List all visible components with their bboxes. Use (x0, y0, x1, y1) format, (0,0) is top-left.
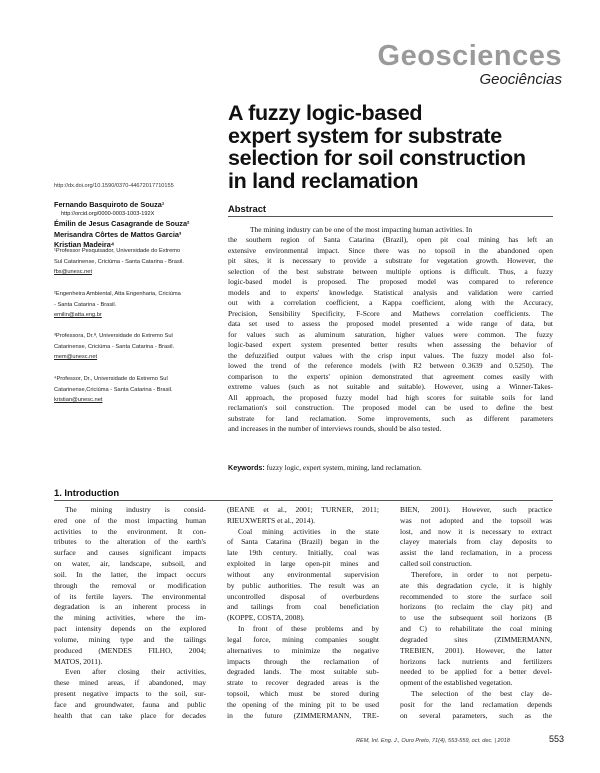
body-text-line: TREBIEN, 2001). However, the latter (400, 645, 552, 655)
body-text-line: ered one of the most impacting human (54, 515, 206, 525)
affiliation-line: - Santa Catarina - Brasil. (54, 301, 117, 308)
body-text-line: through the removal or modification (54, 580, 206, 590)
body-text-line: in the future (ZIMMERMANN, TRE- (227, 710, 379, 720)
affiliation-line: ²Engenheira Ambiental, Atta Engenharia, Criciúma (54, 291, 181, 297)
body-text-line: Even after closing their activities, (65, 667, 206, 677)
affiliation (54, 374, 224, 406)
body-text-line: was not adopted and the topsoil was (400, 515, 552, 525)
author-name: Kristian Madeira⁴ (54, 239, 115, 249)
orcid-link[interactable]: http://orcid.org/0000-0003-1003-192X (61, 211, 155, 218)
body-text-line: by public authorities. The result was an (227, 580, 379, 590)
abstract-line: comparison to the experts' opinion demonstrated that agreement comes easily with (228, 371, 553, 381)
body-text-line: present negative impacts to the soil, sur- (54, 689, 206, 699)
body-text-line: degraded lands. The most suitable sub- (227, 667, 379, 677)
body-text-line: these mined areas, if abandoned, may (54, 678, 206, 688)
email-link[interactable]: emilin@atta.eng.br (54, 312, 102, 319)
body-text-line: on several parameters, such as the (400, 710, 552, 720)
body-text-line: needed to be applied for a better devel- (400, 667, 552, 677)
affiliation-line: ⁴Professor, Dr., Universidade do Extremo Sul (54, 376, 168, 382)
body-text-line: BIEN, 2001). However, such practice (400, 505, 552, 514)
abstract-line: data set used to assess the proposed model presented a wide range of data, but (228, 319, 553, 329)
body-text-line: lost, and now it is necessary to extract (400, 526, 552, 536)
body-text-line: impacts through the reclamation of (227, 656, 379, 666)
author-list (54, 200, 219, 250)
author-name: Merisandra Côrtes de Mattos Garcia³ (54, 229, 182, 239)
body-text-line: legal force, mining companies sought (227, 634, 379, 644)
body-text-line: health that can take place for decades (54, 710, 206, 720)
affiliation (54, 331, 224, 363)
body-text-line: of Santa Catarina (Brazil) began in the (227, 537, 379, 547)
body-text-line: exploited in large open-pit mines and (227, 559, 379, 569)
body-text-line: (KOPPE, COSTA, 2008). (227, 613, 305, 623)
body-text-line: to use the subsequent soil horizons (B (400, 613, 552, 623)
author-name: Fernando Basquiroto de Souza¹ (54, 200, 165, 209)
body-text-line: The mining industry is consid- (65, 505, 206, 514)
section-title: Geosciences (377, 40, 562, 72)
abstract-line: for values such as aluminum saturation, higher values were common. The fuzzy (228, 329, 553, 339)
body-text-line: Therefore, in order to not perpetu- (411, 569, 552, 579)
abstract-line: extreme values (such as not suitable and suitable). However, using a Winner-Takes- (228, 382, 553, 392)
abstract-line: The mining industry can be one of the most impacting human activities. In (250, 225, 473, 234)
body-text-line: clayey materials from clay deposits to (400, 537, 552, 547)
affiliation-line: ¹Professor Pesquisador, Universidade do Extremo (54, 248, 181, 254)
body-text-line: soil. In the latter, the impact occurs (54, 569, 206, 579)
title-line: in land reclamation (228, 168, 419, 193)
body-text-line: activities to the environment. It con- (54, 526, 206, 536)
title-line: expert system for substrate (228, 123, 502, 148)
body-text-line: the mining activities, where the im- (54, 613, 206, 623)
email-link[interactable]: mem@unesc.net (54, 354, 98, 361)
body-text-line: degraded sites (ZIMMERMANN, (400, 634, 552, 644)
body-text-line: volume, mining type and the tailings (54, 634, 206, 644)
body-text-line: RIEUXWERTS et al., 2014). (227, 515, 315, 525)
body-text-line: The selection of the best clay de- (411, 689, 552, 699)
body-text-line: late 19th century. Initially, coal was (227, 548, 379, 558)
journal-citation: REM, Int. Eng. J., Ouro Preto, 71(4), 553-559, oct. dec. | 2018 (356, 738, 510, 744)
body-text-line: the opening of the mining pit to be used (227, 699, 379, 709)
abstract-body (228, 225, 553, 435)
body-text-line: tributes to the alteration of the earth's (54, 537, 206, 547)
abstract-line: All approach, the proposed fuzzy model had high scores for suitable soils for land (228, 392, 553, 402)
abstract-line: selection of the best substrate between multiple options is difficult. Thus, a fuzzy (228, 266, 553, 276)
affiliation-line: ³Professora, Dr.ª, Universidade do Extremo Sul (54, 333, 173, 339)
body-column (400, 505, 552, 722)
page-number: 553 (549, 734, 565, 744)
keywords-label: Keywords: (228, 463, 265, 472)
body-text-line: pact intensity depends on the explored (54, 624, 206, 634)
abstract-line: Precision, Sensibility Specificity, F-Score and Mathews correlation coefficients. The (228, 308, 553, 318)
title-line: A fuzzy logic-based (228, 101, 423, 125)
body-text-line: assist the land reclamation, in a process (400, 548, 552, 558)
abstract-line: reclamation's soil construction. The proposed model can be used to define the best (228, 403, 553, 413)
body-text-line: recommended to store the surface soil (400, 591, 552, 601)
body-text-line: posit for the land reclamation depends (400, 699, 552, 709)
abstract-divider (228, 216, 553, 217)
affiliation-line: Sul Catarinense, Criciúma - Santa Catarina - Brasil. (54, 258, 184, 265)
body-text-line: degradation is an inherent process in (54, 602, 206, 612)
body-text-line: topsoil, which must be stored during (227, 689, 379, 699)
body-text-line: and C) to rehabilitate the coal mining (400, 624, 552, 634)
abstract-line: and increases in the number of interviews rounds, should be also tested. (228, 424, 442, 434)
abstract-line: lowed the trend of the reference models (with R2 between 0.3639 and 0.5250). The (228, 361, 553, 371)
affiliation (54, 289, 224, 321)
abstract-line: logic-based expert system presented better results when assessing the behavior of (228, 340, 553, 350)
title-line: selection for soil construction (228, 146, 526, 170)
body-text-line: horizons (to reclaim the clay pit) and (400, 602, 552, 612)
body-column (227, 505, 379, 722)
body-text-line: uncontrolled disposal of overburdens (227, 591, 379, 601)
keywords (228, 463, 422, 472)
body-column (54, 505, 206, 722)
body-text-line: In front of these problems and by (238, 624, 379, 634)
abstract-line: pit sites, it is necessary to provide a substrate for vegetation growth. However, the (228, 256, 553, 266)
abstract-heading: Abstract (228, 203, 267, 214)
article-title (228, 102, 573, 192)
body-text-line: MATOS, 2011). (54, 656, 103, 666)
body-text-line: ate this degradation cycle, it is highly (400, 580, 552, 590)
keywords-text: fuzzy logic, expert system, mining, land reclamation. (266, 463, 422, 472)
body-text-line: produced (MENDES FILHO, 2004; (54, 645, 206, 655)
body-text-line: opment of the established vegetation. (400, 678, 513, 688)
body-text-line: surface and causes significant impacts (54, 548, 206, 558)
abstract-line: logic-based model is proposed. The proposed model was compared to reference (228, 277, 553, 287)
abstract-line: models and to experts' knowledge. Statistical analysis and validation were carried (228, 287, 553, 297)
body-text-line: (BEANE et al., 2001; TURNER, 2011; (227, 505, 379, 514)
body-text-line: alternatives to minimize the negative (227, 645, 379, 655)
affiliation-line: Catarinense, Criciúma - Santa Catarina - Brasil. (54, 343, 175, 350)
section-heading: 1. Introduction (54, 487, 120, 498)
abstract-line: extensive environmental impact. Since there was no topsoil in the abandoned open (228, 245, 553, 255)
body-text-line: on water, air, landscape, subsoil, and (54, 559, 206, 569)
body-text-line: strate to recover degraded areas is the (227, 678, 379, 688)
email-link[interactable]: fbs@unesc.net (54, 269, 93, 276)
body-text-line: face and groundwater, fauna and public (54, 699, 206, 709)
abstract-line: the defuzzified output values with the crisp input values. The fuzzy model also fol- (228, 350, 553, 360)
email-link[interactable]: kristian@unesc.net (54, 397, 103, 404)
affiliation-line: Catarinense,Criciúma - Santa Catarina - Brasil. (54, 386, 173, 393)
affiliation (54, 246, 224, 278)
body-text-line: without any environmental supervision (227, 569, 379, 579)
abstract-line: out with a correlation coefficient, a Kappa coefficient, along with the Accuracy, (228, 298, 553, 308)
body-text-line: and tailings from coal beneficiation (227, 602, 379, 612)
abstract-line: substrate for land reclamation. Some improvements, such as different parameters (228, 413, 553, 423)
section-divider (54, 500, 553, 501)
body-text-line: horizons lack nutrients and fertilizers (400, 656, 552, 666)
section-subtitle: Geociências (479, 71, 562, 88)
body-text-line: of its fertile layers. The environmental (54, 591, 206, 601)
doi-link[interactable]: http://dx.doi.org/10.1590/0370-44672017710155 (54, 183, 174, 189)
body-text-line: Coal mining activities in the state (238, 526, 379, 536)
body-text-line: called soil construction. (400, 559, 472, 569)
abstract-line: the southern region of Santa Catarina (Brazil), open pit coal mining has left an (228, 235, 553, 245)
author-name: Émilin de Jesus Casagrande de Souza² (54, 219, 190, 229)
